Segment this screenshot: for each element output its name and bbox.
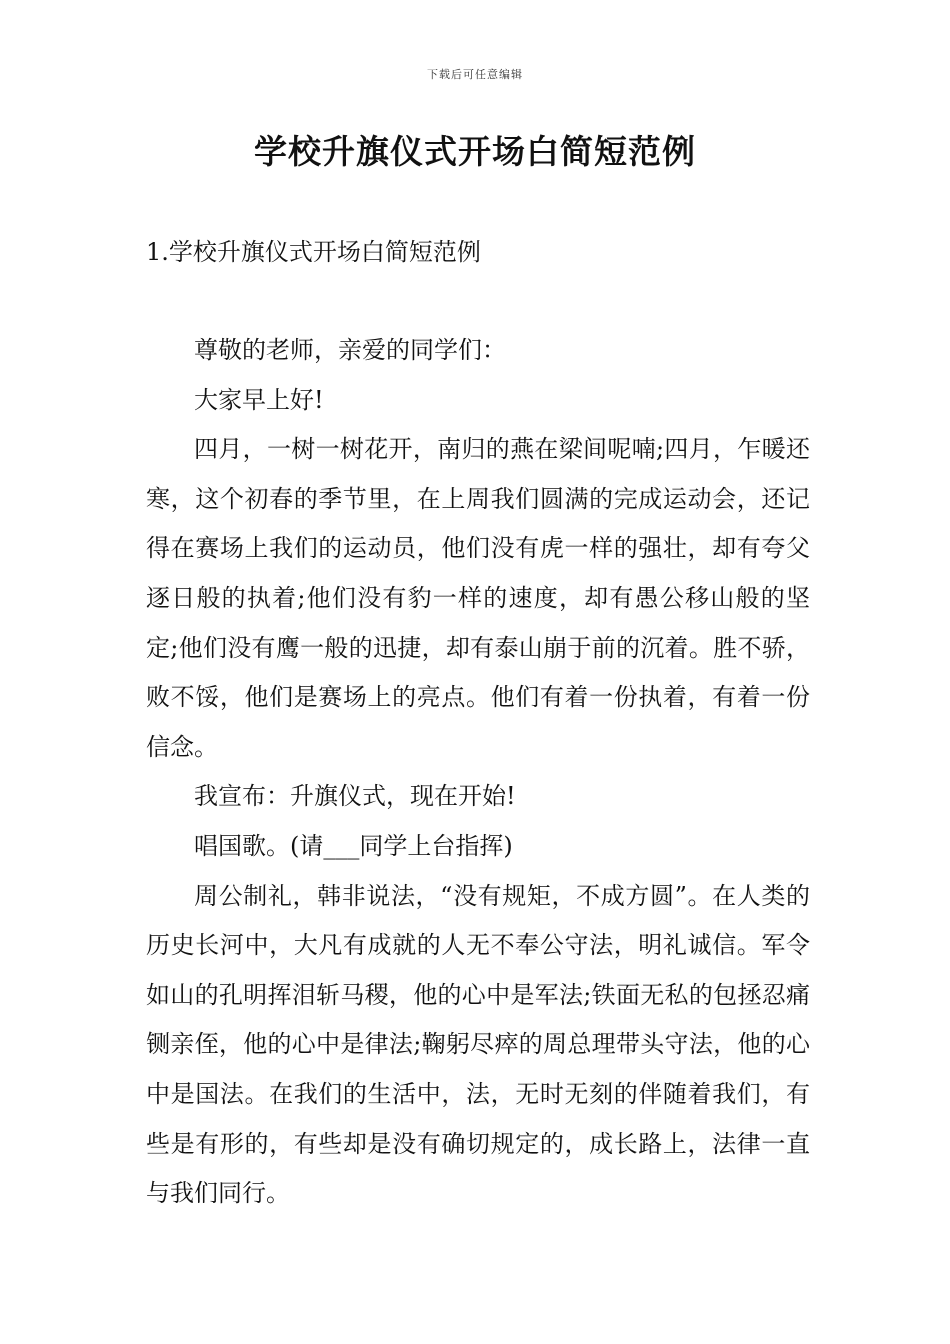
paragraph-good-morning: 大家早上好! [194,385,324,414]
paragraph-announcement: 我宣布：升旗仪式，现在开始! [194,782,516,811]
paragraph-anthem: 唱国歌。(请___同学上台指挥) [194,831,513,860]
section-heading: 1.学校升旗仪式开场白简短范例 [146,238,481,266]
paragraph-greeting: 尊敬的老师，亲爱的同学们： [194,336,506,364]
header-note: 下载后可任意编辑 [427,68,523,81]
paragraph-law: 周公制礼，韩非说法，“没有规矩，不成方圆”。在人类的历史长河中，大凡有成就的人无不奉公守法，明礼诚信。军令如山的孔明挥泪斩马稷，他的心中是军法;铁面无私的包拯忍痛铡亲侄，他的心中是律法;鞠躬尽瘁的周总理带头守法，他的心中是国法。在我们的生活中，法，无时无刻的伴随着我们，有些是有形的，有些却是没有确切规定的，成长路上，法律一直与我们同行。 [146,881,810,1208]
document-title: 学校升旗仪式开场白简短范例 [254,132,696,171]
paragraph-april: 四月，一树一树花开，南归的燕在梁间呢喃;四月，乍暖还寒，这个初春的季节里，在上周我们圆满的完成运动会，还记得在赛场上我们的运动员，他们没有虎一样的强壮，却有夸父逐日般的执着;他们没有豹一样的速度，却有愚公移山般的坚定;他们没有鹰一般的迅捷，却有泰山崩于前的沉着。胜不骄，败不馁，他们是赛场上的亮点。他们有着一份执着，有着一份信念。 [146,435,810,761]
document-body [146,326,810,1219]
